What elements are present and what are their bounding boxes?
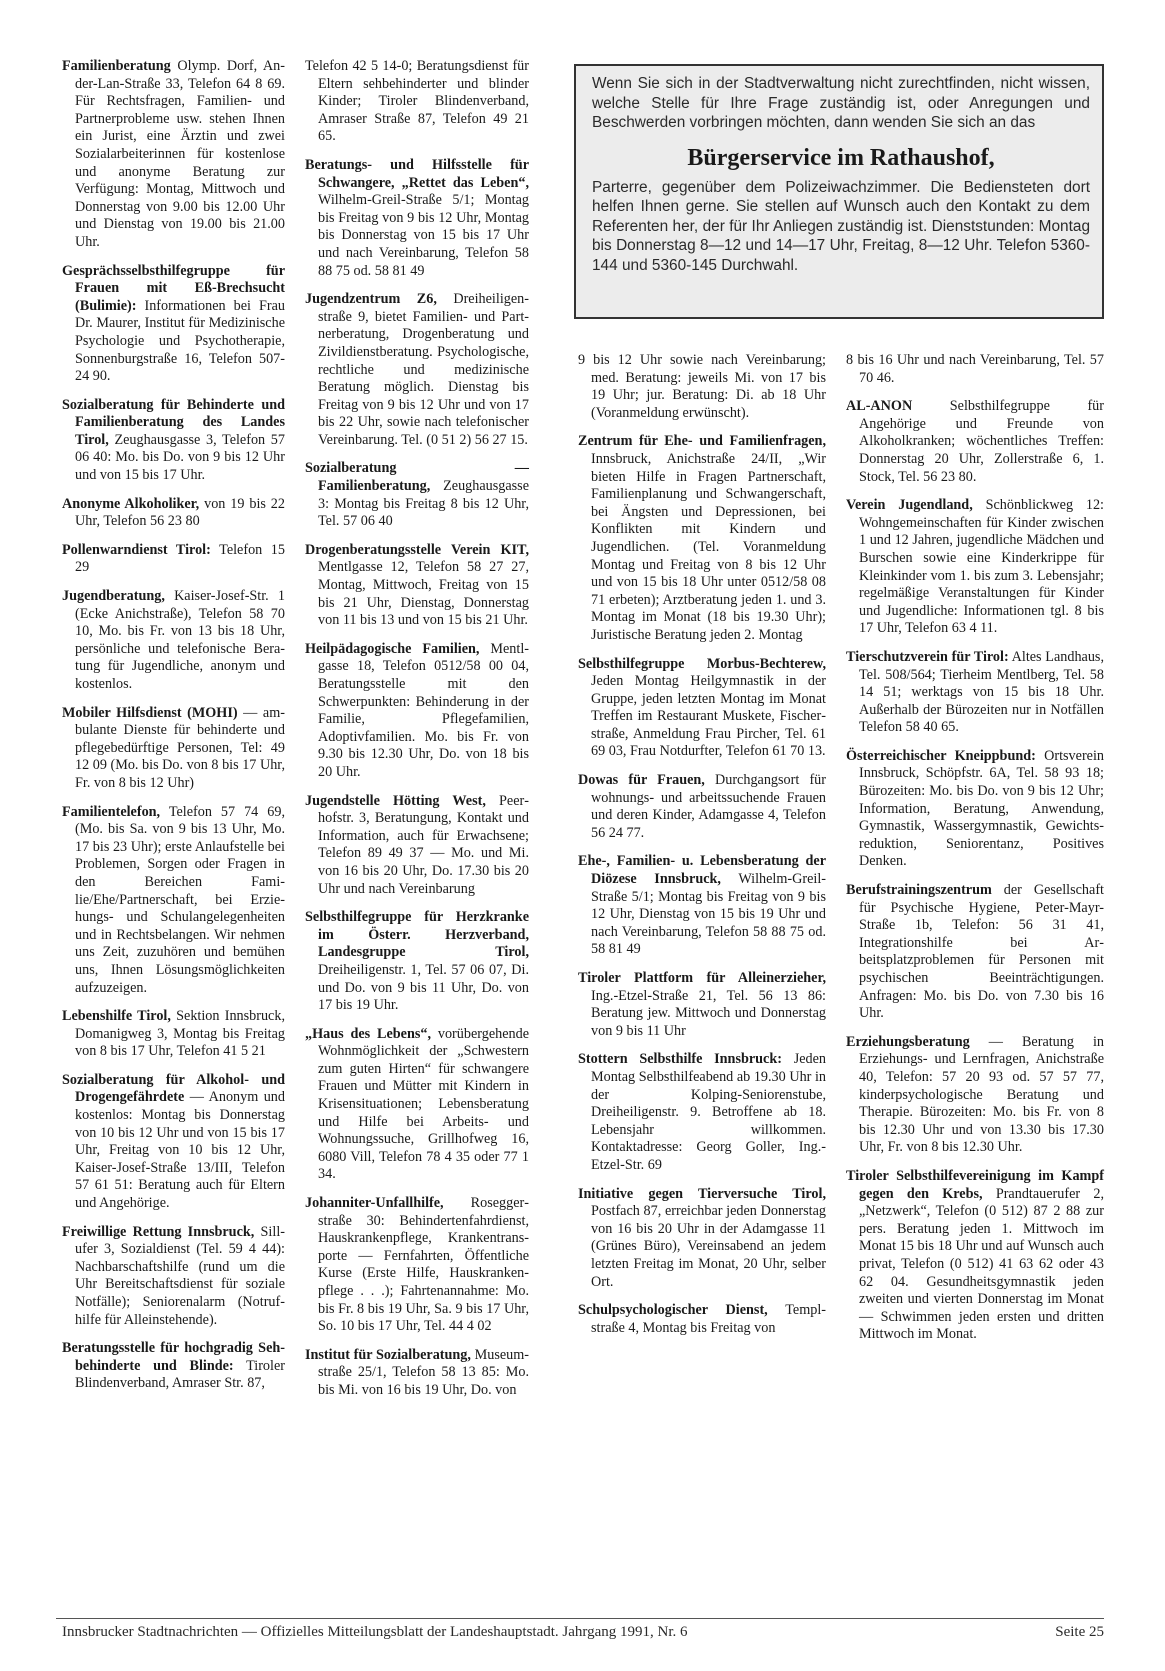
entry-text: der Gesellschaft für Psychische Hygiene, Peter-Mayr-Straße 1b, Telefon: 56 31 41, Integrationshilfe bei Arbeitsplatzproblemen für Personen mit psychischen Beeinträchtigungen. Anfragen: Mo. bis Do. von 7.30 bis 16 Uhr.	[859, 882, 1104, 1022]
entry-text: Prandtauerufer 2, „Netzwerk“, Telefon (0 512) 87 2 88 zur pers. Beratung jeden 1. Mittwoch im Monat 15 bis 18 Uhr und auf Wunsch auch privat, Telefon (0 512) 41 63 62 oder 43 62 04. Gesundheitsgymnastik jeden zweiten und vierten Donnerstag im Monat — Schwimmen jeden ersten und dritten Mittwoch im Monat.	[859, 1185, 1104, 1343]
page-footer	[62, 1624, 1104, 1641]
directory-entry	[846, 748, 1104, 871]
directory-entry	[305, 1026, 529, 1184]
directory-entry	[305, 1195, 529, 1336]
column-3	[578, 352, 826, 1348]
entry-text: Dreiheiligenstraße 9, bietet Familien- und Partnerberatung, Drogenberatung und Zivildienstberatung. Psychologische, rechtliche und medizinische Beratung möglich. Dienstag bis Freitag von 9 bis 12 Uhr und von 17 bis 22 Uhr, sowie nach telefonischer Vereinbarung. Tel. (0 51 2) 56 27 15.	[318, 291, 529, 448]
entry-title: Freiwillige Rettung Innsbruck,	[62, 1223, 255, 1240]
notice-intro: Wenn Sie sich in der Stadtverwaltung nicht zurechtfinden, nicht wissen, welche Stelle für Ihre Frage zuständig ist, oder Anregungen und Beschwerden vorbringen möchten, dann wenden Sie sich an das	[592, 75, 1090, 131]
entry-text: — Anonym und kostenlos: Montag bis Donnerstag von 10 bis 12 Uhr und von 15 bis 17 Uhr, Freitag von 10 bis 12 Uhr, Kaiser-Josef-Straße 13/III, Telefon 57 61 51: Beratung auch für Eltern und Angehörige.	[75, 1089, 285, 1212]
entry-text: Telefon 15 29	[75, 541, 285, 576]
directory-entry	[305, 58, 529, 146]
entry-title: Selbsthilfegruppe Morbus-Bechterew,	[578, 655, 826, 672]
entry-title: Beratungs- und Hilfsstelle für Schwangere, „Rettet das Leben“,	[305, 156, 529, 191]
entry-text: Dreiheiligenstr. 1, Tel. 57 06 07, Di. und Do. von 9 bis 11 Uhr, Do. von 17 bis 19 Uhr.	[318, 961, 529, 1014]
entry-text: Kaiser-Josef-Str. 1 (Ecke Anichstraße), Telefon 58 70 10, Mo. bis Fr. von 13 bis 18 Uhr, persönliche und telefonische Beratung für Jugendliche, anonym und kostenlos.	[75, 588, 285, 692]
entry-title: Schulpsychologischer Dienst,	[578, 1302, 768, 1319]
entry-text: Templstraße 4, Montag bis Freitag von	[591, 1302, 826, 1336]
entry-text: von 19 bis 22 Uhr, Telefon 56 23 80	[75, 495, 285, 530]
entry-text: Ortsverein Innsbruck, Schöpfstr. 6A, Tel. 58 93 18; Bürozeiten: Mo. bis Do. von 9 bis 12 Uhr; Information, Beratung, Anwendung, Gymnastik, Wassergymnastik, Gewichtsreduktion, Seniorentanz, Positives Denken.	[859, 747, 1104, 870]
entry-title: Familienberatung	[62, 58, 171, 74]
entry-text: — Beratung in Erziehungs- und Lernfragen, Anichstraße 40, Telefon: 57 20 93 od. 57 57 77, kinderpsychologische Beratung und Therapie. Bürozeiten: Mo. bis Fr. von 8 bis 12.30 Uhr und von 13.30 bis 17.30 Uhr, Fr. von 8 bis 12.30 Uhr.	[859, 1033, 1104, 1156]
notice-headline: Bürgerservice im Rathaushof,	[687, 144, 995, 171]
entry-title: Anonyme Alkoholiker,	[62, 495, 200, 512]
directory-entry	[578, 1302, 826, 1337]
directory-entry	[62, 588, 285, 694]
directory-entry	[846, 882, 1104, 1023]
directory-entry	[62, 1008, 285, 1061]
directory-entry	[578, 1051, 826, 1174]
directory-entry	[846, 1034, 1104, 1157]
entry-title: Sozialberatung für Alkohol- und Drogengefährdete	[62, 1071, 285, 1106]
entry-title: Drogenberatungsstelle Verein KIT,	[305, 541, 529, 558]
footer-publication: Innsbrucker Stadtnachrichten — Offizielles Mitteilungsblatt der Landeshauptstadt. Jahrgang 1991, Nr. 6	[62, 1624, 688, 1640]
entry-text: Altes Landhaus, Tel. 508/564; Tierheim Mentlberg, Tel. 58 14 51; werktags von 15 bis 18 Uhr. Außerhalb der Bürozeiten nur in Notfällen Telefon 58 40 65.	[859, 648, 1104, 736]
entry-title: Stottern Selbsthilfe Innsbruck:	[578, 1051, 782, 1068]
directory-entry	[305, 909, 529, 1015]
column-2	[305, 58, 529, 1411]
entry-title: Jugendstelle Hötting West,	[305, 792, 486, 809]
entry-title: Lebenshilfe Tirol,	[62, 1008, 171, 1025]
entry-text: Sektion Innsbruck, Domanigweg 3, Montag bis Freitag von 8 bis 17 Uhr, Telefon 41 5 21	[75, 1008, 285, 1060]
entry-text: Roseggerstraße 30: Behindertenfahrdienst, Hauskrankenpflege, Krankentransporte — Fernfahrten, Öffentliche Kurse (Erste Hilfe, Hauskrankenpflege . . .); Fahrtenannahme: Mo. bis Fr. 8 bis 19 Uhr, Sa. 9 bis 17 Uhr, So. 10 bis 17 Uhr, Tel. 44 4 02	[318, 1195, 529, 1335]
entry-text: Schönblickweg 12: Wohngemeinschaften für Kinder zwischen 1 und 12 Jahren, jugendliche Mädchen und Burschen sowie eine Kinderkrippe für Kleinkinder vom 1. bis zum 3. Lebensjahr; regelmäßige Veranstaltungen für Kinder und Jugendliche: Informationen tgl. 8 bis 17 Uhr, Telefon 63 4 11.	[859, 497, 1104, 637]
entry-title: Johanniter-Unfallhilfe,	[305, 1195, 444, 1212]
column-1	[62, 58, 285, 1404]
entry-text: Tiroler Blindenverband, Amraser Str. 87,	[75, 1357, 285, 1392]
entry-text: Wilhelm-Greil-Straße 5/1; Montag bis Freitag von 9 bis 12 Uhr, Montag bis Donnerstag von 15 bis 17 Uhr und nach Vereinbarung, Telefon 58 88 75 od. 58 81 49	[318, 192, 529, 279]
entry-text: 8 bis 16 Uhr und nach Vereinbarung, Tel. 57 70 46.	[846, 352, 1104, 386]
entry-text: Sillufer 3, Sozialdienst (Tel. 59 4 44): Nachbarschaftshilfe (rund um die Uhr Bereitschaftsdienst für soziale Notfälle); Seniorenalarm (Notrufhilfe für Alleinstehende).	[75, 1223, 285, 1328]
directory-entry	[305, 460, 529, 530]
entry-title: Verein Jugendland,	[846, 497, 973, 514]
column-4	[846, 352, 1104, 1355]
entry-title: Pollenwarndienst Tirol:	[62, 541, 211, 558]
entry-title: Familientelefon,	[62, 803, 161, 820]
entry-text: Ing.-Etzel-Straße 21, Tel. 56 13 86: Beratung jew. Mittwoch und Donnerstag von 9 bis 11 Uhr	[591, 987, 826, 1039]
directory-entry	[62, 804, 285, 998]
entry-title: Sozialberatung — Familienberatung,	[305, 460, 529, 495]
directory-entry	[578, 433, 826, 644]
entry-text: Jeden Montag Selbsthilfeabend ab 19.30 Uhr in der Kolping-Seniorenstube, Dreiheiligenstr. 9. Betroffene ab 18. Lebensjahr willkommen. Kontaktadresse: Georg Goller, Ing.-Etzel-Str. 69	[591, 1051, 826, 1173]
entry-text: Informationen bei Frau Dr. Maurer, Institut für Medizinische Psychologie und Psychotherapie, Sonnenburgstraße 16, Telefon 507-24 90.	[75, 297, 285, 385]
entry-title: Gesprächsselbsthilfegruppe für Frauen mit Eß-Brechsucht (Bulimie):	[62, 262, 285, 314]
buergerservice-notice-box	[574, 64, 1104, 319]
entry-title: Jugendzentrum Z6,	[305, 291, 437, 308]
entry-text: Telefon 42 5 14-0; Beratungsdienst für Eltern sehbehinderter und blinder Kinder; Tiroler Blindenverband, Amraser Straße 87, Telefon 49 21 65.	[305, 58, 529, 145]
entry-title: Erziehungsberatung	[846, 1033, 970, 1050]
directory-entry	[62, 263, 285, 386]
entry-title: Tierschutzverein für Tirol:	[846, 648, 1009, 665]
entry-title: Sozialberatung für Behinderte und Familienberatung des Landes Tirol,	[62, 396, 285, 448]
entry-text: Durchgangsort für wohnungs- und arbeitssuchende Frauen und deren Kinder, Adamgasse 4, Telefon 56 24 77.	[591, 772, 826, 841]
entry-title: AL-ANON	[846, 398, 913, 415]
entry-text: 9 bis 12 Uhr sowie nach Vereinbarung; med. Beratung: jeweils Mi. von 17 bis 19 Uhr; jur. Beratung: Di. ab 18 Uhr (Voranmeldung erwünscht).	[578, 352, 826, 421]
entry-text: Jeden Montag Heilgymnastik in der Gruppe, jeden letzten Montag im Monat Treffen im Restaurant Muskete, Fischerstraße, Anmeldung Frau Pircher, Tel. 61 69 03, Frau Notdurfter, Telefon 61 70 13.	[591, 673, 826, 760]
entry-title: „Haus des Lebens“,	[305, 1025, 432, 1042]
entry-text: Telefon 57 74 69, (Mo. bis Sa. von 9 bis 13 Uhr, Mo. 17 bis 23 Uhr); erste Anlaufstelle bei Problemen, Sorgen oder Fragen in den Bereichen Familie/Ehe/Partnerschaft, bei Erziehungs- und Schulangelegenheiten und in Rechtsbelangen. Wir nehmen uns Zeit, zuzuhören und bemühen uns, Ihnen Lösungsmöglichkeiten aufzuzeigen.	[75, 803, 285, 996]
directory-entry	[305, 542, 529, 630]
entry-title: Selbsthilfegruppe für Herzkranke im Österr. Herzverband, Landesgruppe Tirol,	[305, 909, 529, 961]
entry-text: Wilhelm-Greil-Straße 5/1; Montag bis Freitag von 9 bis 12 Uhr, Dienstag von 15 bis 19 Uhr und nach Vereinbarung, Telefon 58 88 75 od. 58 81 49	[591, 871, 826, 958]
directory-entry	[846, 497, 1104, 638]
entry-title: Mobiler Hilfsdienst (MOHI)	[62, 704, 238, 721]
entry-text: Olymp. Dorf, Ander-Lan-Straße 33, Telefon 64 8 69. Für Rechtsfragen, Familien- und Partnerprobleme usw. stehen Ihnen ein Jurist, eine Ärztin und zwei Sozialarbeiterinnen für kostenlose und anonyme Beratung zur Verfügung: Montag, Mittwoch und Donnerstag von 9.00 bis 12.00 Uhr und Dienstag von 19.00 bis 21.00 Uhr.	[75, 58, 285, 250]
entry-title: Heilpädagogische Familien,	[305, 640, 480, 657]
entry-text: Postfach 87, erreichbar jeden Donnerstag von 16 bis 20 Uhr in der Adamgasse 11 (Grünes Büro), Vereinsabend an jedem letzten Freitag im Monat, 20 Uhr, selber Ort.	[591, 1203, 826, 1290]
entry-title: Tiroler Selbsthilfevereinigung im Kampf gegen den Krebs,	[846, 1167, 1104, 1202]
directory-entry	[305, 291, 529, 449]
directory-entry	[846, 649, 1104, 737]
entry-text: Selbsthilfegruppe für Angehörige und Freunde von Alkoholkranken; wöchentliches Treffen: Donnerstag 20 Uhr, Zollerstraße 6, 1. Stock, Tel. 56 23 80.	[859, 398, 1104, 485]
entry-title: Tiroler Plattform für Alleinerzieher,	[578, 970, 826, 986]
entry-title: Österreichischer Kneippbund:	[846, 747, 1036, 764]
notice-body: Parterre, gegenüber dem Polizeiwachzimmer. Die Bediensteten dort helfen Ihnen gerne. Sie stellen auf Wunsch auch den Kontakt zu dem Referenten her, der für Ihr Anliegen zuständig ist. Dienststunden: Montag bis Donnerstag 8—12 und 14—17 Uhr, Freitag, 8—12 Uhr. Telefon 5360-144 und 5360-145 Durchwahl.	[592, 178, 1090, 274]
entry-title: Institut für Sozialberatung,	[305, 1346, 471, 1363]
directory-entry	[62, 1072, 285, 1213]
directory-entry	[578, 772, 826, 842]
directory-entry	[578, 1186, 826, 1292]
directory-entry	[578, 853, 826, 959]
entry-text: Mentlgasse 18, Telefon 0512/58 00 04, Beratungsstelle mit den Schwerpunkten: Behinderung in der Familie, Pflegefamilien, Adoptivfamilien. Mo. bis Fr. von 9.30 bis 12.30 Uhr, Do. von 18 bis 20 Uhr.	[318, 640, 529, 780]
entry-text: Zeughausgasse 3, Telefon 57 06 40: Mo. bis Do. von 9 bis 12 Uhr und von 15 bis 17 Uhr.	[75, 431, 285, 484]
footer-divider	[56, 1618, 1104, 1619]
directory-entry	[62, 705, 285, 793]
page-number: Seite 25	[1055, 1624, 1104, 1640]
directory-entry	[846, 398, 1104, 486]
entry-text: Museumstraße 25/1, Telefon 58 13 85: Mo. bis Mi. von 16 bis 19 Uhr, Do. von	[318, 1346, 530, 1398]
entry-text: Innsbruck, Anichstraße 24/II, „Wir bieten Hilfe in Fragen Partnerschaft, Familienplanung und Schwangerschaft, bei Ängsten und Depressionen, bei Konflikten mit Kindern und Jugendlichen. (Tel. Voranmeldung Montag und Freitag von 8 bis 12 Uhr und von 15 bis 18 Uhr unter 0512/58 08 71 erbeten); Arztberatung jeden 1. und 3. Montag im Monat (18 bis 19.30 Uhr); Juristische Beratung jeden 2. Montag	[591, 450, 826, 643]
entry-text: Zeughausgasse 3: Montag bis Freitag 8 bis 12 Uhr, Tel. 57 06 40	[318, 478, 529, 530]
directory-entry	[62, 1224, 285, 1330]
directory-entry	[578, 656, 826, 762]
entry-text: Mentlgasse 12, Telefon 58 27 27, Montag, Mittwoch, Freitag von 15 bis 21 Uhr, Dienstag, Donnerstag von 11 bis 13 und von 15 bis 21 Uhr.	[318, 559, 529, 629]
entry-title: Zentrum für Ehe- und Familienfragen,	[578, 433, 826, 450]
entry-title: Berufstrainingszentrum	[846, 882, 992, 899]
entry-title: Initiative gegen Tierversuche Tirol,	[578, 1185, 826, 1202]
directory-entry	[305, 641, 529, 782]
directory-entry	[578, 352, 826, 422]
directory-entry	[305, 1347, 529, 1400]
entry-text: vorübergehende Wohnmöglichkeit der „Schwestern zum guten Hirten“ für schwangere Frauen und Mütter mit Kindern in Krisensituationen; Lebensberatung und Hilfe bei Arbeits- und Wohnungssuche, Grillhofweg 16, 6080 Vill, Telefon 78 4 35 oder 77 1 34.	[318, 1025, 530, 1183]
directory-entry	[305, 793, 529, 899]
directory-entry	[846, 1168, 1104, 1344]
directory-entry	[62, 1340, 285, 1393]
directory-entry	[62, 496, 285, 531]
directory-entry	[305, 157, 529, 280]
entry-title: Dowas für Frauen,	[578, 772, 705, 789]
entry-text: — ambulante Dienste für behinderte und pflegebedürftige Personen, Tel: 49 12 09 (Mo. bis Do. von 8 bis 17 Uhr, Fr. von 8 bis 12 Uhr)	[75, 704, 285, 791]
directory-entry	[62, 58, 285, 252]
entry-title: Jugendberatung,	[62, 588, 165, 605]
entry-title: Beratungsstelle für hochgradig Sehbehinderte und Blinde:	[62, 1340, 285, 1374]
directory-entry	[846, 352, 1104, 387]
directory-entry	[62, 397, 285, 485]
entry-text: Peerhofstr. 3, Beratungung, Kontakt und Information, auch für Erwachsene; Telefon 89 49 37 — Mo. und Mi. von 16 bis 20 Uhr, Do. 17.30 bis 20 Uhr und nach Vereinbarung	[318, 792, 529, 897]
directory-entry	[578, 970, 826, 1040]
directory-entry	[62, 542, 285, 577]
entry-title: Ehe-, Familien- u. Lebensberatung der Diözese Innsbruck,	[578, 853, 826, 888]
